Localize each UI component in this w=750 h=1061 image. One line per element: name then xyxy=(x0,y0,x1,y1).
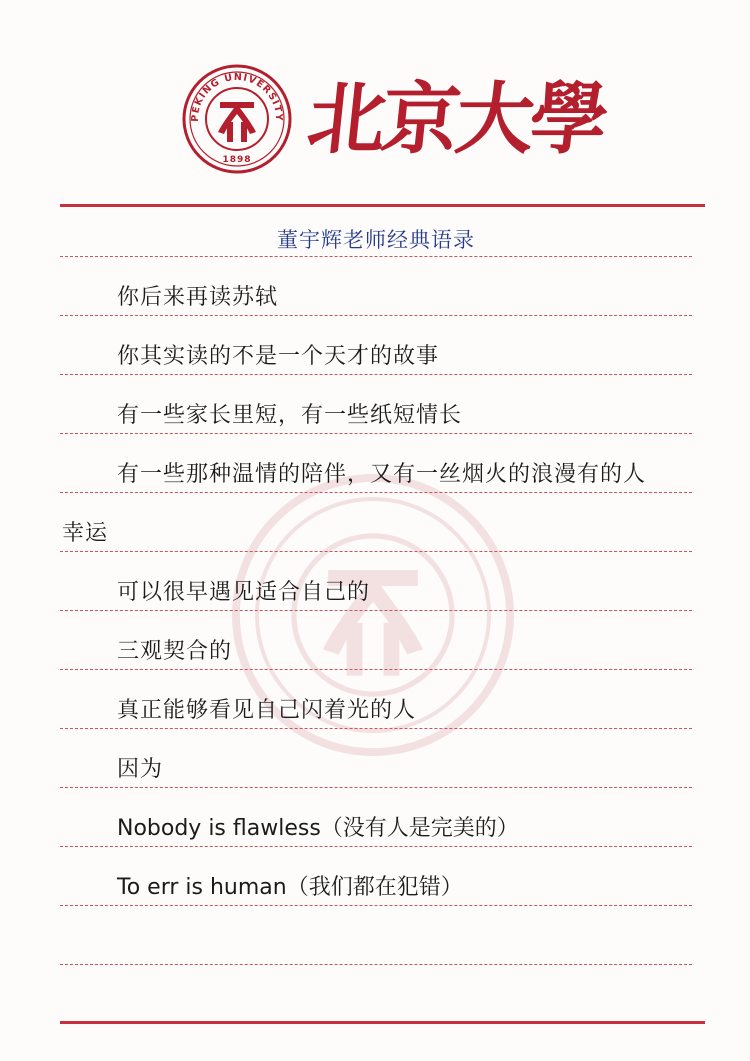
quote-line: 有一些那种温情的陪伴，又有一丝烟火的浪漫有的人 xyxy=(117,462,647,487)
header-divider xyxy=(60,204,705,207)
ruled-line xyxy=(60,492,692,493)
ruled-line xyxy=(60,846,692,847)
quote-line: 真正能够看见自己闪着光的人 xyxy=(117,698,417,723)
document-title: 董宇辉老师经典语录 xyxy=(277,228,475,252)
ruled-line xyxy=(60,669,692,670)
quote-line: 你其实读的不是一个天才的故事 xyxy=(117,344,440,369)
ruled-line xyxy=(60,315,692,316)
ruled-line xyxy=(60,551,692,552)
footer-divider xyxy=(60,1021,705,1024)
quote-line: 你后来再读苏轼 xyxy=(117,285,279,310)
quote-line: Nobody is flawless（没有人是完美的） xyxy=(117,816,519,841)
ruled-line xyxy=(60,610,692,611)
ruled-line xyxy=(60,256,692,257)
quote-line: 三观契合的 xyxy=(117,639,233,664)
ruled-line xyxy=(60,374,692,375)
ruled-line xyxy=(60,728,692,729)
ruled-line xyxy=(60,964,692,965)
svg-text:1898: 1898 xyxy=(222,155,252,165)
ruled-line xyxy=(60,787,692,788)
university-wordmark-logo: 北京大學 xyxy=(303,74,609,165)
quote-line: 幸运 xyxy=(62,521,109,546)
quote-line: 因为 xyxy=(117,757,164,782)
university-seal-logo xyxy=(182,64,292,174)
svg-text:PEKING UNIVERSITY: PEKING UNIVERSITY xyxy=(189,71,285,122)
seal-emblem-icon xyxy=(218,102,256,142)
quote-line: To err is human（我们都在犯错） xyxy=(117,875,463,900)
quote-line: 可以很早遇见适合自己的 xyxy=(117,580,371,605)
ruled-line xyxy=(60,433,692,434)
page-header xyxy=(0,0,750,205)
ruled-line xyxy=(60,905,692,906)
quote-line: 有一些家长里短，有一些纸短情长 xyxy=(117,403,463,428)
